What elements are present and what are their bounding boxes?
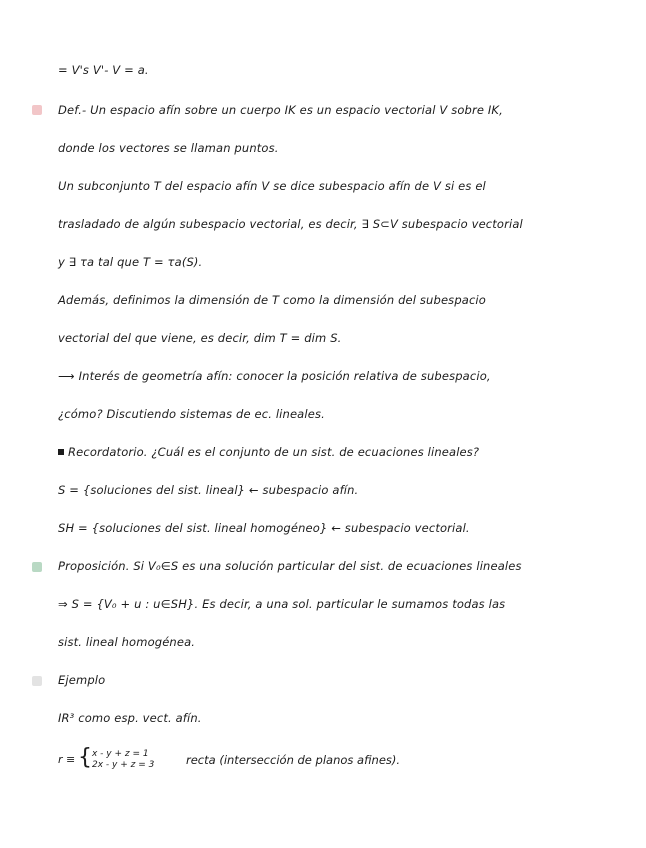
curly-brace-icon: { — [78, 745, 92, 770]
proposition-line-2: ⇒ S = {V₀ + u : u∈SH}. Es decir, a una sol. particular le sumamos todas las — [58, 597, 506, 611]
proposition-marker — [32, 562, 42, 572]
square-bullet-icon — [58, 449, 64, 455]
proposition-line-1: Proposición. Si V₀∈S es una solución particular del sist. de ecuaciones lineales — [58, 559, 522, 573]
system-description: recta (intersección de planos afines). — [186, 753, 401, 767]
system-lhs: r ≡ — [58, 753, 76, 766]
interest-text: Interés de geometría afín: conocer la posición relativa de subespacio, — [78, 369, 491, 383]
equation-1: x - y + z = 1 — [92, 749, 149, 759]
example-heading: Ejemplo — [58, 673, 106, 687]
dimension-line-2: vectorial del que viene, es decir, dim T = dim S. — [58, 331, 342, 345]
proposition-line-3: sist. lineal homogénea. — [58, 635, 196, 649]
interest-line-2: ¿cómo? Discutiendo sistemas de ec. lineales. — [58, 407, 325, 421]
arrow-icon: ⟶ — [58, 369, 75, 383]
example-marker — [32, 676, 42, 686]
reminder-line — [58, 445, 479, 459]
definition-marker — [32, 105, 42, 115]
text-line-0: = V's V'- V = a. — [58, 63, 149, 77]
homogeneous-line: SH = {soluciones del sist. lineal homogéneo} ← subespacio vectorial. — [58, 521, 470, 535]
subspace-line-3: y ∃ τa tal que T = τa(S). — [58, 255, 203, 269]
interest-line-1 — [58, 369, 491, 383]
definition-line-1: Def.- Un espacio afín sobre un cuerpo IK es un espacio vectorial V sobre IK, — [58, 103, 503, 117]
equation-2: 2x - y + z = 3 — [92, 760, 155, 770]
definition-line-2: donde los vectores se llaman puntos. — [58, 141, 279, 155]
reminder-text: Recordatorio. ¿Cuál es el conjunto de un sist. de ecuaciones lineales? — [68, 445, 480, 459]
dimension-line-1: Además, definimos la dimensión de T como la dimensión del subespacio — [58, 293, 486, 307]
subspace-line-1: Un subconjunto T del espacio afín V se dice subespacio afín de V si es el — [58, 179, 486, 193]
subspace-line-2: trasladado de algún subespacio vectorial, es decir, ∃ S⊂V subespacio vectorial — [58, 217, 523, 231]
example-line-1: IR³ como esp. vect. afín. — [58, 711, 202, 725]
solutions-line: S = {soluciones del sist. lineal} ← subespacio afín. — [58, 483, 359, 497]
